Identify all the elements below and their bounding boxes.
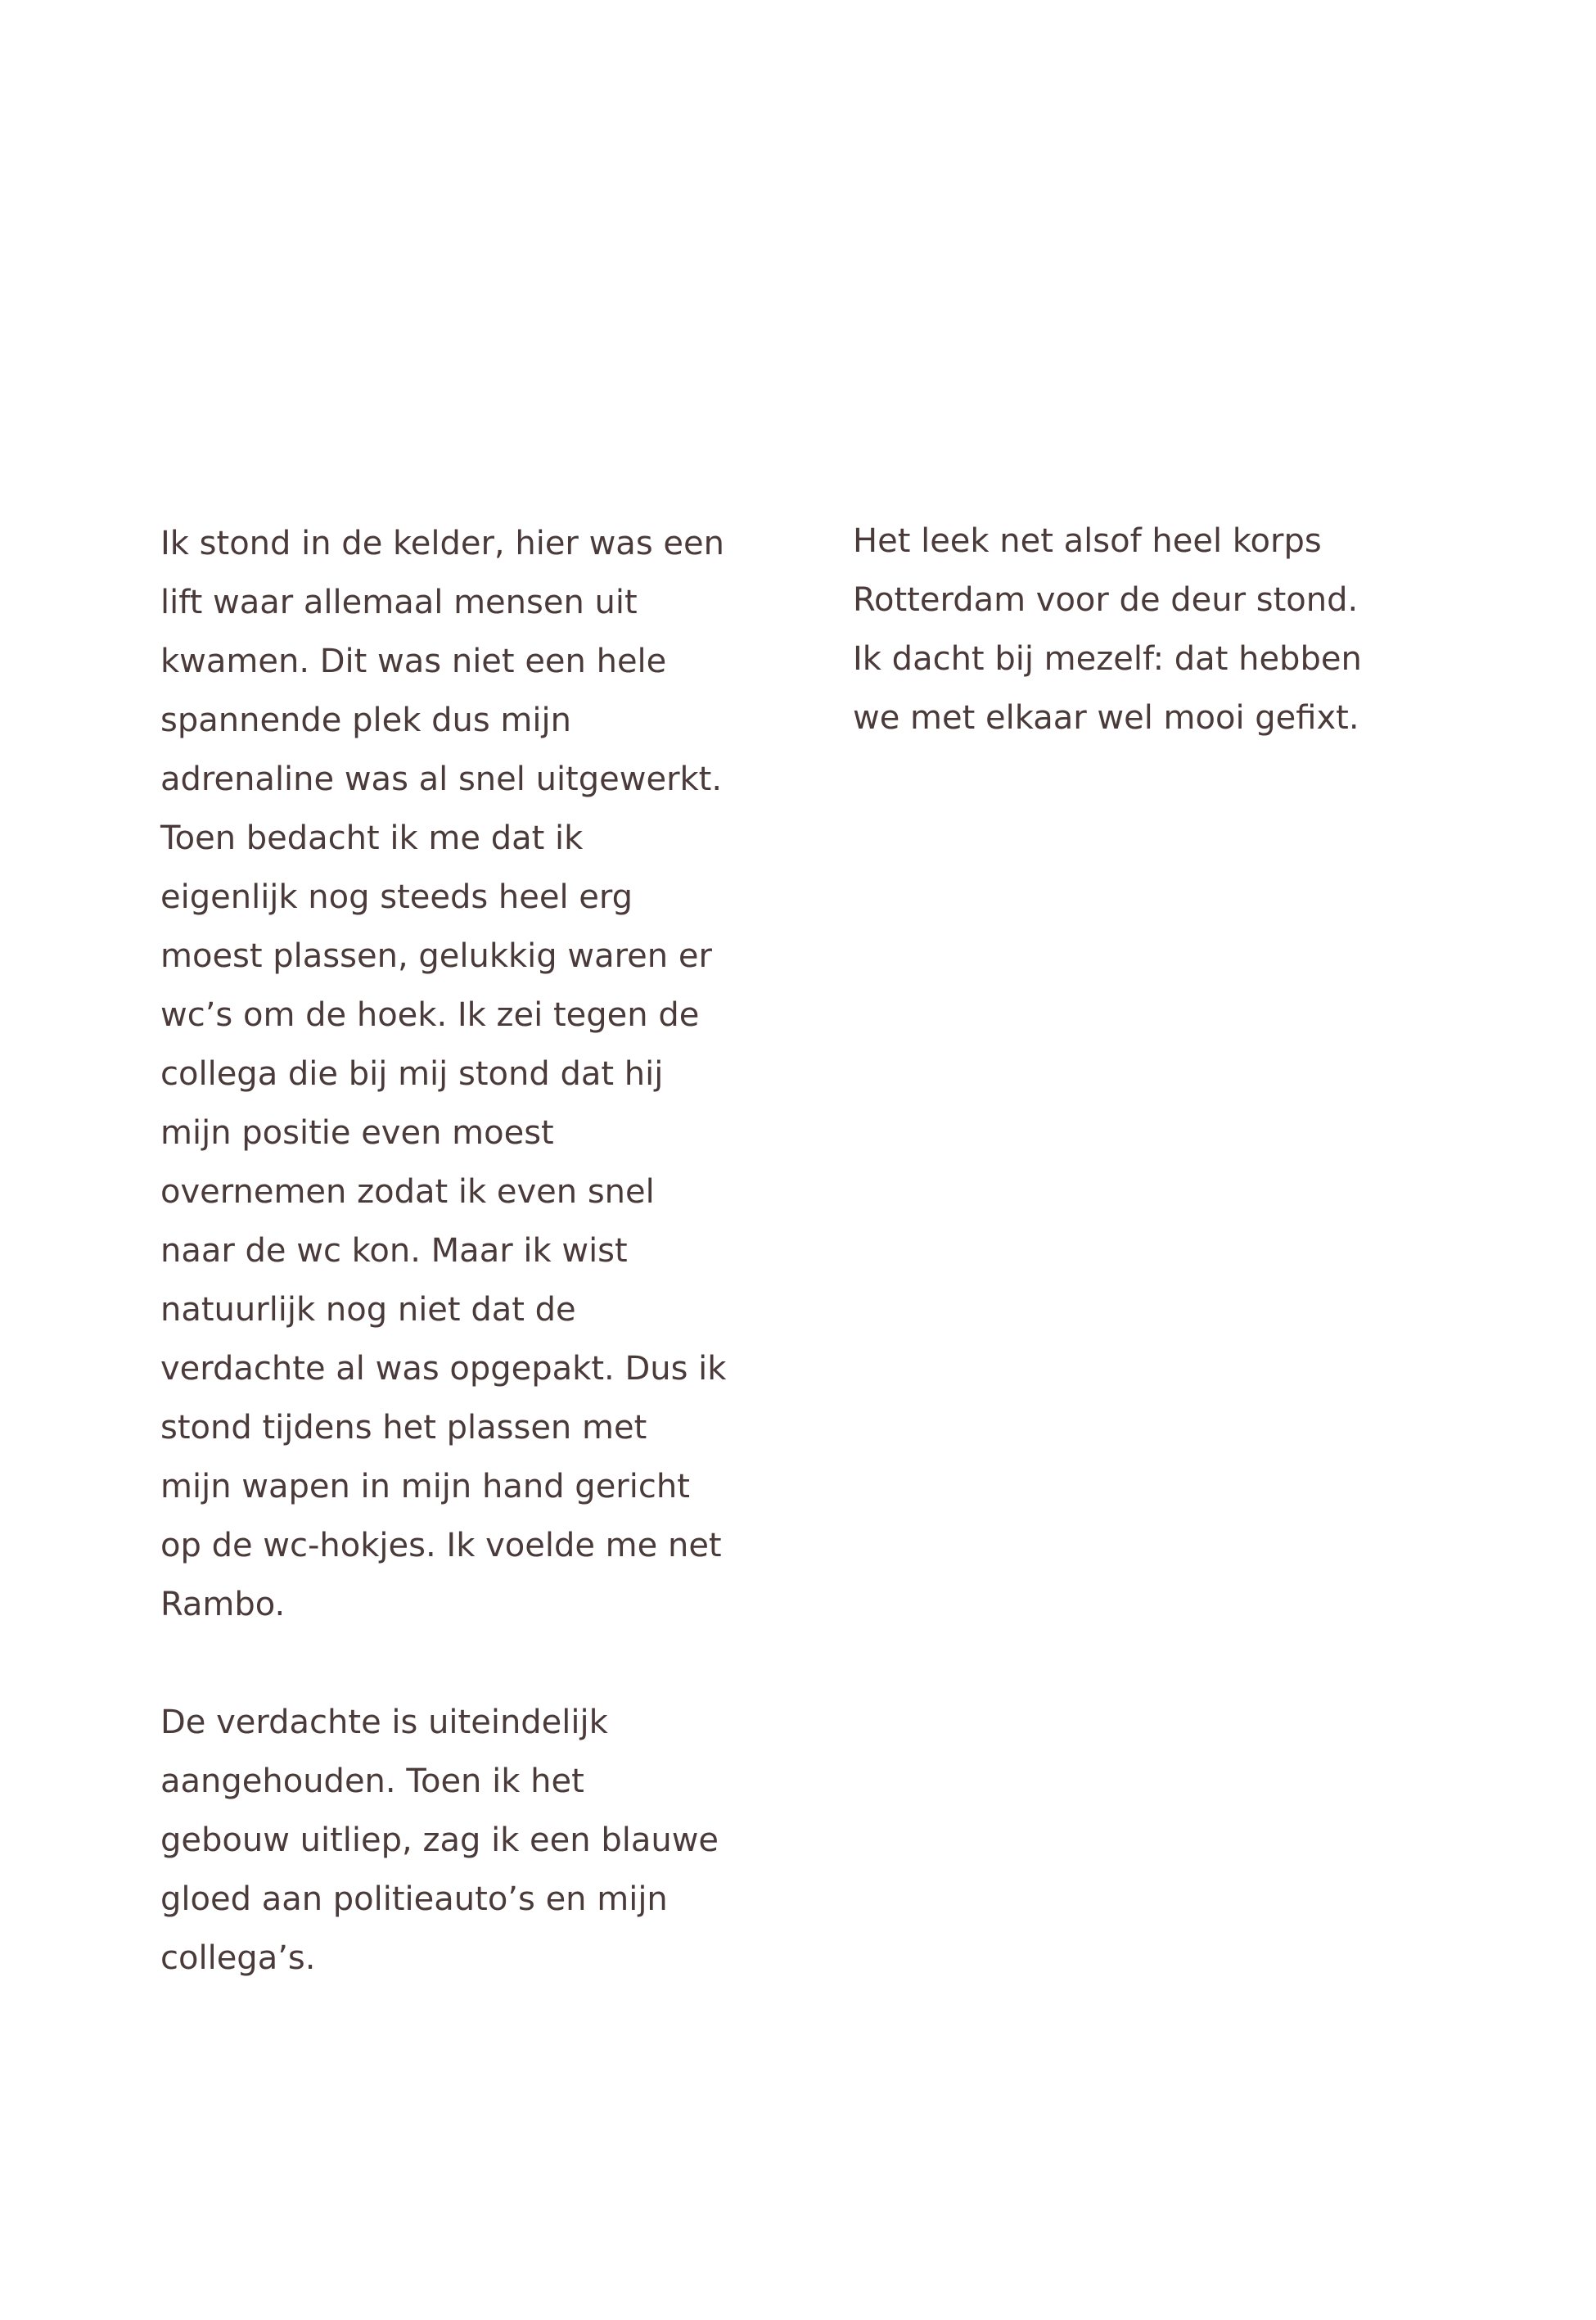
text-line: collega’s. — [160, 1939, 316, 1977]
text-line: De verdachte is uiteindelijk — [160, 1704, 608, 1741]
text-line: eigenlijk nog steeds heel erg — [160, 878, 633, 916]
text-line: Rotterdam voor de deur stond. — [853, 581, 1359, 619]
body-paragraph — [160, 1693, 782, 1988]
body-paragraph — [160, 514, 782, 1634]
text-line: gloed aan politieauto’s en mijn — [160, 1880, 668, 1918]
body-paragraph — [853, 512, 1475, 747]
text-line: Ik stond in de kelder, hier was een — [160, 525, 724, 562]
text-line: Het leek net alsof heel korps — [853, 522, 1322, 560]
text-line: collega die bij mij stond dat hij — [160, 1055, 664, 1093]
text-line: op de wc-hokjes. Ik voelde me net — [160, 1527, 722, 1564]
text-line: stond tijdens het plassen met — [160, 1409, 647, 1447]
text-line: naar de wc kon. Maar ik wist — [160, 1232, 628, 1270]
text-line: verdachte al was opgepakt. Dus ik — [160, 1350, 727, 1388]
text-line: wc’s om de hoek. Ik zei tegen de — [160, 996, 700, 1034]
text-line: lift waar allemaal mensen uit — [160, 584, 638, 621]
text-line: spannende plek dus mijn — [160, 702, 571, 739]
right-column — [853, 512, 1475, 806]
text-line: moest plassen, gelukkig waren er — [160, 937, 712, 975]
text-line: Toen bedacht ik me dat ik — [160, 819, 584, 857]
text-line: we met elkaar wel mooi gefixt. — [853, 699, 1359, 737]
text-line: gebouw uitliep, zag ik een blauwe — [160, 1821, 719, 1859]
text-line: kwamen. Dit was niet een hele — [160, 643, 667, 680]
text-line: natuurlijk nog niet dat de — [160, 1291, 576, 1329]
text-line: aangehouden. Toen ik het — [160, 1763, 584, 1800]
left-column — [160, 514, 782, 2047]
text-line: Rambo. — [160, 1586, 286, 1623]
text-line: adrenaline was al snel uitgewerkt. — [160, 761, 723, 798]
text-line: mijn positie even moest — [160, 1114, 554, 1152]
text-line: mijn wapen in mijn hand gericht — [160, 1468, 690, 1505]
text-line: Ik dacht bij mezelf: dat hebben — [853, 640, 1362, 678]
text-line: overnemen zodat ik even snel — [160, 1173, 655, 1211]
